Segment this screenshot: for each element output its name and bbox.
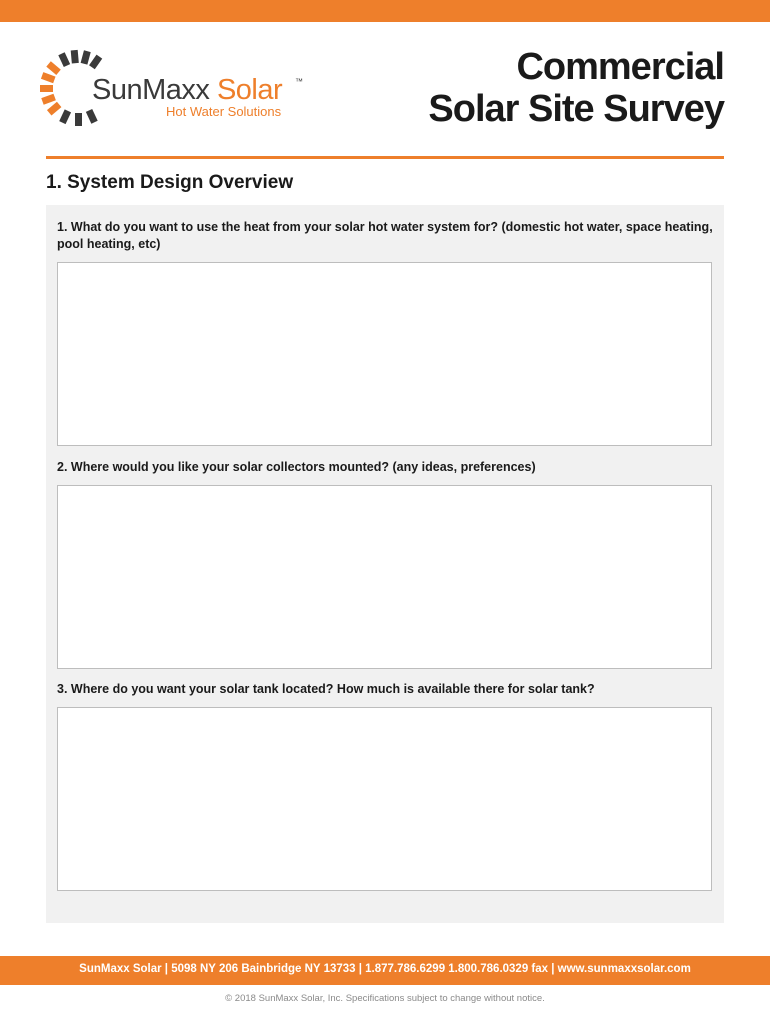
question-3-answer-field[interactable] — [57, 707, 712, 891]
header-divider — [46, 156, 724, 159]
question-1-label: 1. What do you want to use the heat from your solar hot water system for? (domestic hot water, space heating, pool heating, etc) — [57, 220, 713, 251]
logo-trademark: ™ — [295, 77, 303, 86]
sunmaxx-logo — [40, 40, 340, 140]
footer-contact-info: SunMaxx Solar | 5098 NY 206 Bainbridge NY 13733 | 1.877.786.6299 1.800.786.0329 fax | www.sunmaxxsolar.com — [79, 963, 691, 975]
page-title-line2: Solar Site Survey — [428, 88, 724, 130]
logo-brand-accent: Solar — [216, 74, 283, 106]
copyright-notice: © 2018 SunMaxx Solar, Inc. Specifications subject to change without notice. — [225, 993, 545, 1004]
question-1-answer-field[interactable] — [57, 262, 712, 446]
top-accent-bar — [0, 0, 770, 22]
section-heading: 1. System Design Overview — [46, 172, 294, 193]
page-title — [428, 46, 724, 130]
question-2-answer-field[interactable] — [57, 485, 712, 669]
question-2-label: 2. Where would you like your solar collectors mounted? (any ideas, preferences) — [57, 460, 536, 474]
logo-brand: SunMaxx — [92, 74, 210, 106]
page-title-line1: Commercial — [516, 46, 724, 88]
logo-wordmark — [92, 74, 282, 107]
question-3-label: 3. Where do you want your solar tank located? How much is available there for solar tank? — [57, 682, 595, 696]
logo-tagline: Hot Water Solutions — [166, 104, 282, 119]
